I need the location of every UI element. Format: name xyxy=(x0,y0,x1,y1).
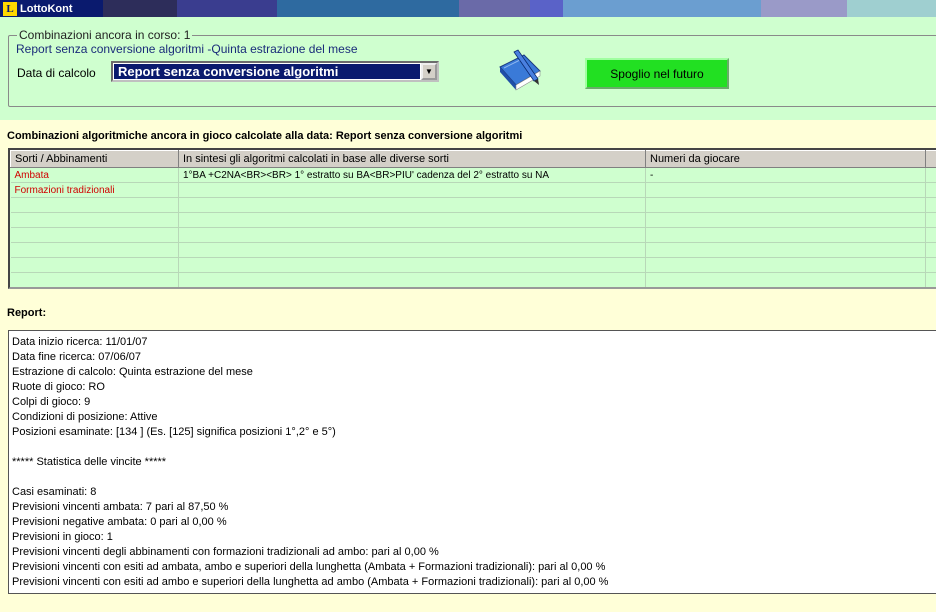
report-line: Colpi di gioco: 9 xyxy=(12,396,91,408)
app-name: LottoKont xyxy=(20,2,73,15)
report-label: Report: xyxy=(7,307,47,319)
table-cell[interactable] xyxy=(11,258,179,273)
table-cell[interactable] xyxy=(179,183,646,198)
table-cell[interactable] xyxy=(646,228,926,243)
table-row[interactable] xyxy=(11,273,936,288)
report-line: Ruote di gioco: RO xyxy=(12,381,105,393)
report-title: Report senza conversione algoritmi -Quinta estrazione del mese xyxy=(16,42,358,56)
table-cell[interactable] xyxy=(646,258,926,273)
calc-date-select[interactable] xyxy=(111,61,439,82)
title-bar-segment xyxy=(761,0,847,17)
calc-date-label: Data di calcolo xyxy=(17,66,96,80)
table-cell[interactable] xyxy=(179,243,646,258)
table-cell[interactable] xyxy=(11,273,179,288)
combinations-grid[interactable] xyxy=(8,148,936,289)
title-bar-segment xyxy=(103,0,177,17)
table-cell[interactable] xyxy=(179,258,646,273)
table-cell xyxy=(926,168,936,183)
report-line: Previsioni vincenti ambata: 7 pari al 87,50 % xyxy=(12,501,229,513)
table-cell[interactable] xyxy=(11,198,179,213)
table-row[interactable] xyxy=(11,213,936,228)
table-row[interactable] xyxy=(11,258,936,273)
column-header-sorti[interactable]: Sorti / Abbinamenti xyxy=(11,151,179,168)
table-cell[interactable]: - xyxy=(646,168,926,183)
report-line: Posizioni esaminate: [134 ] (Es. [125] significa posizioni 1°,2° e 5°) xyxy=(12,426,336,438)
app-title xyxy=(0,0,103,17)
table-cell[interactable] xyxy=(11,228,179,243)
report-line: Previsioni negative ambata: 0 pari al 0,00 % xyxy=(12,516,227,528)
title-bar-segment xyxy=(277,0,459,17)
table-cell[interactable]: Ambata xyxy=(11,168,179,183)
table-cell[interactable] xyxy=(646,198,926,213)
app-logo-icon: L xyxy=(3,2,17,16)
report-line: Previsioni vincenti degli abbinamenti con formazioni tradizionali ad ambo: pari al 0,00 % xyxy=(12,546,439,558)
column-header-extra xyxy=(926,151,936,168)
table-cell[interactable] xyxy=(179,198,646,213)
report-line xyxy=(12,470,936,485)
title-bar-segment xyxy=(847,0,936,17)
report-line: Condizioni di posizione: Attive xyxy=(12,411,158,423)
table-row[interactable] xyxy=(11,168,936,183)
title-bar-segment xyxy=(177,0,277,17)
table-cell[interactable] xyxy=(646,213,926,228)
column-header-algoritmi[interactable]: In sintesi gli algoritmi calcolati in base alle diverse sorti xyxy=(179,151,646,168)
report-line: Previsioni vincenti con esiti ad ambata, ambo e superiori della lunghetta (Ambata + Formazioni tradizionali): pari al 0,00 % xyxy=(12,561,606,573)
table-cell[interactable] xyxy=(646,243,926,258)
report-line: Casi esaminati: 8 xyxy=(12,486,97,498)
table-cell[interactable] xyxy=(11,243,179,258)
table-cell xyxy=(926,213,936,228)
report-line: Estrazione di calcolo: Quinta estrazione del mese xyxy=(12,366,253,378)
table-cell[interactable] xyxy=(179,228,646,243)
future-spoglio-button[interactable]: Spoglio nel futuro xyxy=(585,58,729,89)
table-cell[interactable] xyxy=(179,213,646,228)
report-text-area[interactable] xyxy=(8,330,936,594)
title-bar-segment xyxy=(563,0,761,17)
report-line: Previsioni in gioco: 1 xyxy=(12,531,113,543)
table-cell xyxy=(926,273,936,288)
table-cell xyxy=(926,228,936,243)
report-line: ***** Statistica delle vincite ***** xyxy=(12,456,167,468)
title-bar xyxy=(0,0,936,17)
table-cell xyxy=(926,258,936,273)
report-line: Data inizio ricerca: 11/01/07 xyxy=(12,336,148,348)
table-cell[interactable]: 1°BA +C2NA<BR><BR> 1° estratto su BA<BR>PIU' cadenza del 2° estratto su NA xyxy=(179,168,646,183)
report-line xyxy=(12,440,936,455)
table-cell[interactable]: Formazioni tradizionali xyxy=(11,183,179,198)
table-row[interactable] xyxy=(11,243,936,258)
table-cell[interactable] xyxy=(646,273,926,288)
grid-title: Combinazioni algoritmiche ancora in gioco calcolate alla data: Report senza conversione algoritmi xyxy=(7,130,523,142)
report-line: Previsioni vincenti con esiti ad ambo e superiori della lunghetta ad ambo (Ambata + Formazioni tradizionali): pari al 0,00 % xyxy=(12,576,609,588)
column-header-numeri[interactable]: Numeri da giocare xyxy=(646,151,926,168)
table-cell xyxy=(926,183,936,198)
dropdown-arrow-icon[interactable]: ▼ xyxy=(421,63,437,80)
group-legend: Combinazioni ancora in corso: 1 xyxy=(19,28,191,42)
table-cell xyxy=(926,198,936,213)
title-bar-segment xyxy=(530,0,563,17)
table-cell[interactable] xyxy=(646,183,926,198)
book-pen-icon[interactable] xyxy=(494,49,546,95)
table-row[interactable] xyxy=(11,198,936,213)
table-row[interactable] xyxy=(11,183,936,198)
report-line: Data fine ricerca: 07/06/07 xyxy=(12,351,142,363)
table-cell xyxy=(926,243,936,258)
table-cell[interactable] xyxy=(11,213,179,228)
table-cell[interactable] xyxy=(179,273,646,288)
table-row[interactable] xyxy=(11,228,936,243)
title-bar-segment xyxy=(459,0,530,17)
calc-date-value[interactable]: Report senza conversione algoritmi xyxy=(114,64,420,79)
